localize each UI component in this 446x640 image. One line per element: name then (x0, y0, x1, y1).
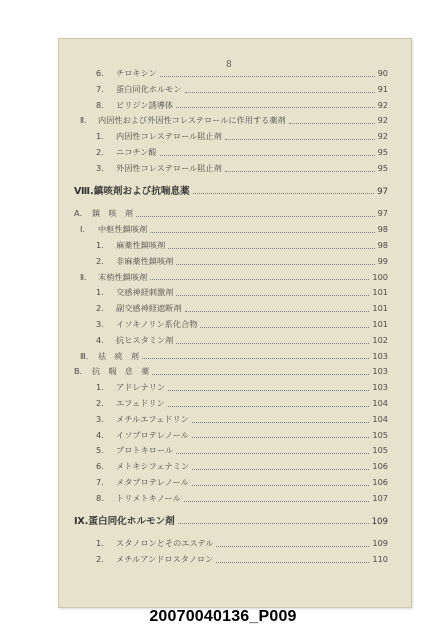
toc-entry-title: アドレナリン (116, 382, 166, 393)
toc-entry-title: プロトキロール (116, 445, 174, 456)
toc-entry-page: 101 (372, 287, 388, 298)
toc-entry-number: 3. (96, 162, 104, 173)
toc-entry-page: 106 (372, 476, 388, 487)
toc-entry-number: 2. (96, 146, 104, 157)
toc-leader-dots (192, 468, 369, 470)
toc-entry-page: 90 (377, 68, 388, 78)
toc-entry-title: 外因性コレステロール阻止剤 (116, 162, 222, 173)
toc-entry (74, 333, 388, 349)
toc-entry-title: 麻薬性鎮咳剤 (116, 239, 166, 250)
toc-entry-number: 4. (96, 429, 104, 440)
section-gap (74, 507, 388, 514)
toc-entry-title: 蛋白同化ホルモン剤 (88, 515, 175, 527)
toc-entry-number: Ⅰ. (80, 224, 86, 235)
toc-leader-dots (142, 357, 369, 359)
toc-entry-page: 92 (377, 99, 388, 110)
toc-entry-title: 非麻薬性鎮咳剤 (116, 255, 174, 266)
toc-entry-number: 7. (96, 476, 104, 487)
toc-leader-dots (200, 326, 369, 328)
toc-leader-dots (168, 405, 370, 407)
toc-entry (74, 475, 388, 491)
toc-entry-number: Ⅱ. (80, 271, 87, 282)
toc-leader-dots (185, 91, 375, 93)
toc-leader-dots (150, 278, 369, 280)
toc-entry (74, 396, 388, 412)
toc-entry-page: 92 (377, 115, 388, 126)
archive-id-label: 20070040136_P009 (149, 608, 297, 625)
toc-entry-number: 1. (96, 382, 104, 393)
toc-entry (74, 317, 388, 333)
toc-entry-title: 末梢性鎮咳剤 (98, 271, 148, 282)
toc-entry-number: 1. (96, 131, 104, 142)
toc-entry-page: 97 (377, 186, 388, 197)
toc-leader-dots (160, 154, 375, 156)
toc-entry (74, 285, 388, 301)
toc-entry-title: 中枢性鎮咳剤 (98, 224, 148, 235)
toc-entry-number: 3. (96, 413, 104, 424)
toc-leader-dots (225, 170, 375, 172)
toc-leader-dots (176, 106, 374, 108)
toc-entry (74, 113, 388, 129)
toc-entry-page: 109 (372, 538, 388, 549)
toc-entry-title: 抗 喘 息 薬 (92, 366, 150, 377)
toc-entry-page: 104 (372, 397, 388, 408)
toc-entry-title: 蛋白同化ホルモン (116, 83, 182, 94)
toc-entry (74, 412, 388, 428)
toc-entry (74, 380, 388, 396)
toc-entry-number: Ⅸ. (74, 515, 89, 527)
toc-leader-dots (178, 522, 369, 524)
toc-entry-title: スタノロンとそのエステル (116, 538, 214, 549)
toc-entry-page: 105 (372, 429, 388, 440)
toc-leader-dots (193, 192, 374, 194)
toc-entry (74, 98, 388, 114)
toc-entry (74, 301, 388, 317)
toc-entry (74, 66, 388, 82)
toc-entry-page: 98 (377, 224, 388, 235)
toc-entry (74, 349, 388, 365)
toc-entry-title: イソプロテレノール (116, 429, 189, 440)
toc-entry-title: ビリジン誘導体 (116, 99, 174, 110)
toc-entry-number: 4. (96, 334, 104, 345)
page-number-mark: 8 (226, 60, 232, 70)
toc-leader-dots (176, 342, 369, 344)
toc-entry-page: 91 (377, 83, 388, 94)
toc-entry (74, 459, 388, 475)
toc-leader-dots (168, 389, 369, 391)
toc-entry-title: 交感神経刺激剤 (116, 287, 174, 298)
toc-entry-number: A. (74, 208, 83, 219)
toc-entry-page: 110 (372, 554, 388, 565)
toc-entry (74, 552, 388, 568)
toc-entry-title: 鎮咳剤および抗喘息薬 (93, 185, 190, 197)
toc-entry (74, 145, 388, 161)
toc-entry-page: 92 (377, 131, 388, 142)
toc-entry (74, 491, 388, 507)
toc-entry-title: トリメトキノール (116, 492, 181, 503)
section-gap (74, 177, 388, 184)
table-of-contents (74, 66, 388, 568)
toc-entry (74, 428, 388, 444)
toc-entry-number: 2. (96, 397, 104, 408)
toc-entry-title: イソキノリン系化合物 (116, 318, 198, 329)
toc-leader-dots (289, 122, 375, 124)
toc-entry (74, 238, 388, 254)
toc-entry-number: 2. (96, 554, 104, 565)
toc-entry-page: 101 (372, 318, 388, 329)
toc-entry-number: 1. (96, 239, 104, 250)
toc-entry (74, 129, 388, 145)
toc-entry (74, 161, 388, 177)
toc-entry-number: 6. (96, 461, 104, 472)
toc-entry-number: 3. (96, 318, 104, 329)
toc-entry (74, 536, 388, 552)
toc-leader-dots (160, 75, 375, 77)
toc-entry-number: 2. (96, 303, 104, 314)
section-gap (74, 529, 388, 536)
toc-entry (74, 82, 388, 98)
toc-leader-dots (184, 500, 370, 502)
toc-entry-page: 106 (372, 461, 388, 472)
toc-entry-page: 100 (372, 271, 388, 282)
toc-entry-number: 1. (96, 538, 104, 549)
toc-entry-page: 104 (372, 413, 388, 424)
toc-leader-dots (225, 138, 375, 140)
toc-entry-page: 97 (377, 208, 388, 219)
toc-entry-number: Ⅱ. (80, 115, 87, 126)
toc-entry-number: 8. (96, 492, 104, 503)
toc-entry-title: ニコチン酸 (116, 146, 157, 157)
toc-entry (74, 206, 388, 222)
toc-entry-title: エフェドリン (116, 397, 165, 408)
toc-entry-title: 副交感神経遮断剤 (116, 303, 182, 314)
toc-entry-title: メチルアンドロスタノロン (116, 554, 214, 565)
toc-entry-page: 95 (377, 146, 388, 157)
toc-leader-dots (152, 373, 369, 375)
toc-entry-number: 7. (96, 83, 104, 94)
toc-entry-number: 5. (96, 445, 104, 456)
toc-leader-dots (150, 231, 374, 233)
toc-entry-page: 102 (372, 334, 388, 345)
toc-entry-title: 抗ヒスタミン剤 (116, 334, 174, 345)
toc-entry-title: 鎮 咳 剤 (92, 208, 133, 219)
toc-entry-page: 95 (377, 162, 388, 173)
toc-entry-page: 105 (372, 445, 388, 456)
toc-entry-title: メチルエフェドリン (116, 413, 189, 424)
toc-entry (74, 270, 388, 286)
toc-entry (74, 254, 388, 270)
toc-entry-page: 103 (372, 382, 388, 393)
toc-entry-title: メトキシフェナミン (116, 461, 190, 472)
toc-entry-title: メタプロテレノール (116, 476, 189, 487)
toc-entry-title: チロキシン (116, 68, 157, 78)
toc-entry (74, 364, 388, 380)
section-gap (74, 199, 388, 206)
toc-entry-page: 107 (372, 492, 388, 503)
toc-leader-dots (176, 263, 374, 265)
toc-entry-page: 109 (371, 516, 388, 527)
toc-entry-number: 6. (96, 68, 104, 78)
toc-leader-dots (192, 421, 369, 423)
toc-entry-title: 内因性コレステロール阻止剤 (116, 131, 222, 142)
toc-leader-dots (192, 484, 370, 486)
toc-entry-number: 8. (96, 99, 104, 110)
toc-entry-page: 101 (372, 303, 388, 314)
toc-entry-title: 祛 痰 剤 (98, 350, 139, 361)
toc-leader-dots (185, 310, 370, 312)
toc-leader-dots (216, 561, 369, 563)
toc-leader-dots (176, 294, 369, 296)
toc-leader-dots (136, 215, 375, 217)
toc-entry-number: 2. (96, 255, 104, 266)
toc-leader-dots (176, 452, 369, 454)
toc-entry-number: 1. (96, 287, 104, 298)
toc-entry (74, 443, 388, 459)
toc-entry-page: 98 (377, 239, 388, 250)
toc-entry-page: 103 (372, 366, 388, 377)
toc-chapter (74, 184, 388, 200)
toc-entry-title: 内因性および外因性コレステロールに作用する薬剤 (98, 115, 286, 126)
toc-leader-dots (192, 436, 370, 438)
toc-entry-number: Ⅲ. (80, 350, 89, 361)
toc-entry-page: 103 (372, 350, 388, 361)
toc-entry-page: 99 (377, 255, 388, 266)
toc-entry-number: B. (74, 366, 83, 377)
toc-chapter (74, 514, 388, 530)
toc-entry-number: Ⅷ. (74, 185, 94, 197)
toc-leader-dots (168, 247, 374, 249)
toc-leader-dots (216, 545, 369, 547)
toc-entry (74, 222, 388, 238)
